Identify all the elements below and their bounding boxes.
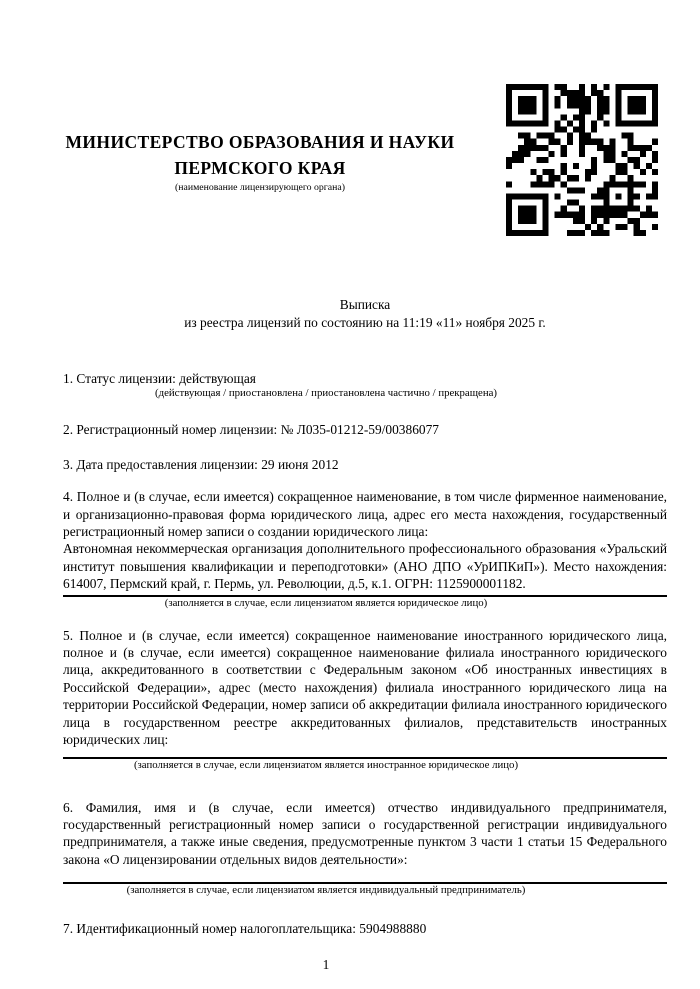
document-body [63, 296, 667, 973]
individual-entrepreneur-caption: (заполняется в случае, если лицензиатом является индивидуальный предприниматель) [126, 884, 526, 897]
document-title [63, 296, 667, 331]
item-legal-entity [63, 488, 667, 609]
title-line1: Выписка [339, 297, 391, 312]
legal-entity-statement: 4. Полное и (в случае, если имеется) сокращенное наименование, в том числе фирменное наименование, и организационно-правовая форма юридического лица, адрес его места нахождения, государственный регистрационный номер записи о создании юридического лица: [63, 489, 667, 540]
foreign-entity-caption: (заполняется в случае, если лицензиатом является иностранное юридическое лицо) [133, 758, 519, 771]
ministry-header [40, 129, 480, 194]
page-number: 1 [322, 956, 330, 972]
item-license-date [63, 456, 667, 473]
ministry-name-line2: ПЕРМСКОГО КРАЯ [174, 158, 346, 178]
qr-code-icon [506, 84, 658, 236]
legal-entity-value: Автономная некоммерческая организация дополнительного профессионального образования «Уральский институт повышения квалификации и переподготовки» (АНО ДПО «УрИПКиП»). Место нахождения: 614007, Пермский край, г. Пермь, ул. Революции, д.5, к.1. ОГРН: 1125900001182. [63, 541, 667, 592]
registration-number-text: 2. Регистрационный номер лицензии: № Л035-01212-59/00386077 [63, 422, 439, 438]
legal-entity-caption: (заполняется в случае, если лицензиатом является юридическое лицо) [164, 596, 488, 609]
item-foreign-entity [63, 627, 667, 772]
ministry-name-line1: МИНИСТЕРСТВО ОБРАЗОВАНИЯ И НАУКИ [65, 132, 455, 152]
item-taxpayer-number [63, 920, 667, 937]
license-status-text: 1. Статус лицензии: действующая [63, 371, 256, 386]
item-individual-entrepreneur [63, 799, 667, 898]
license-date-text: 3. Дата предоставления лицензии: 29 июня 2012 [63, 456, 339, 472]
item-license-status [63, 370, 667, 400]
ministry-caption: (наименование лицензирующего органа) [174, 182, 345, 193]
license-status-note: (действующая / приостановлена / приостановлена частично / прекращена) [155, 387, 497, 400]
taxpayer-number-text: 7. Идентификационный номер налогоплательщика: 5904988880 [63, 921, 427, 937]
item-registration-number [63, 421, 667, 438]
foreign-entity-statement: 5. Полное и (в случае, если имеется) сокращенное наименование иностранного юридического лица, полное и (в случае, если имеется) сокращенное наименование филиала иностранного юридического лица, аккредитованного в соответствии с Федеральным законом «Об иностранных инвестициях в Российской Федерации», адрес (место нахождения) филиала иностранного юридического лица на территории Российской Федерации, номер записи об аккредитации филиала иностранного юридического лица в государственном реестре аккредитованных филиалов, представительств иностранных юридических лиц: [63, 627, 667, 748]
individual-entrepreneur-statement: 6. Фамилия, имя и (в случае, если имеется) отчество индивидуального предпринимателя, государственный регистрационный номер записи о государственной регистрации индивидуального предпринимателя, а также иные сведения, предусмотренные пунктом 3 части 1 статьи 15 Федерального закона «О лицензировании отдельных видов деятельности»: [63, 799, 667, 867]
title-line2: из реестра лицензий по состоянию на 11:19 «11» ноября 2025 г. [184, 314, 546, 330]
